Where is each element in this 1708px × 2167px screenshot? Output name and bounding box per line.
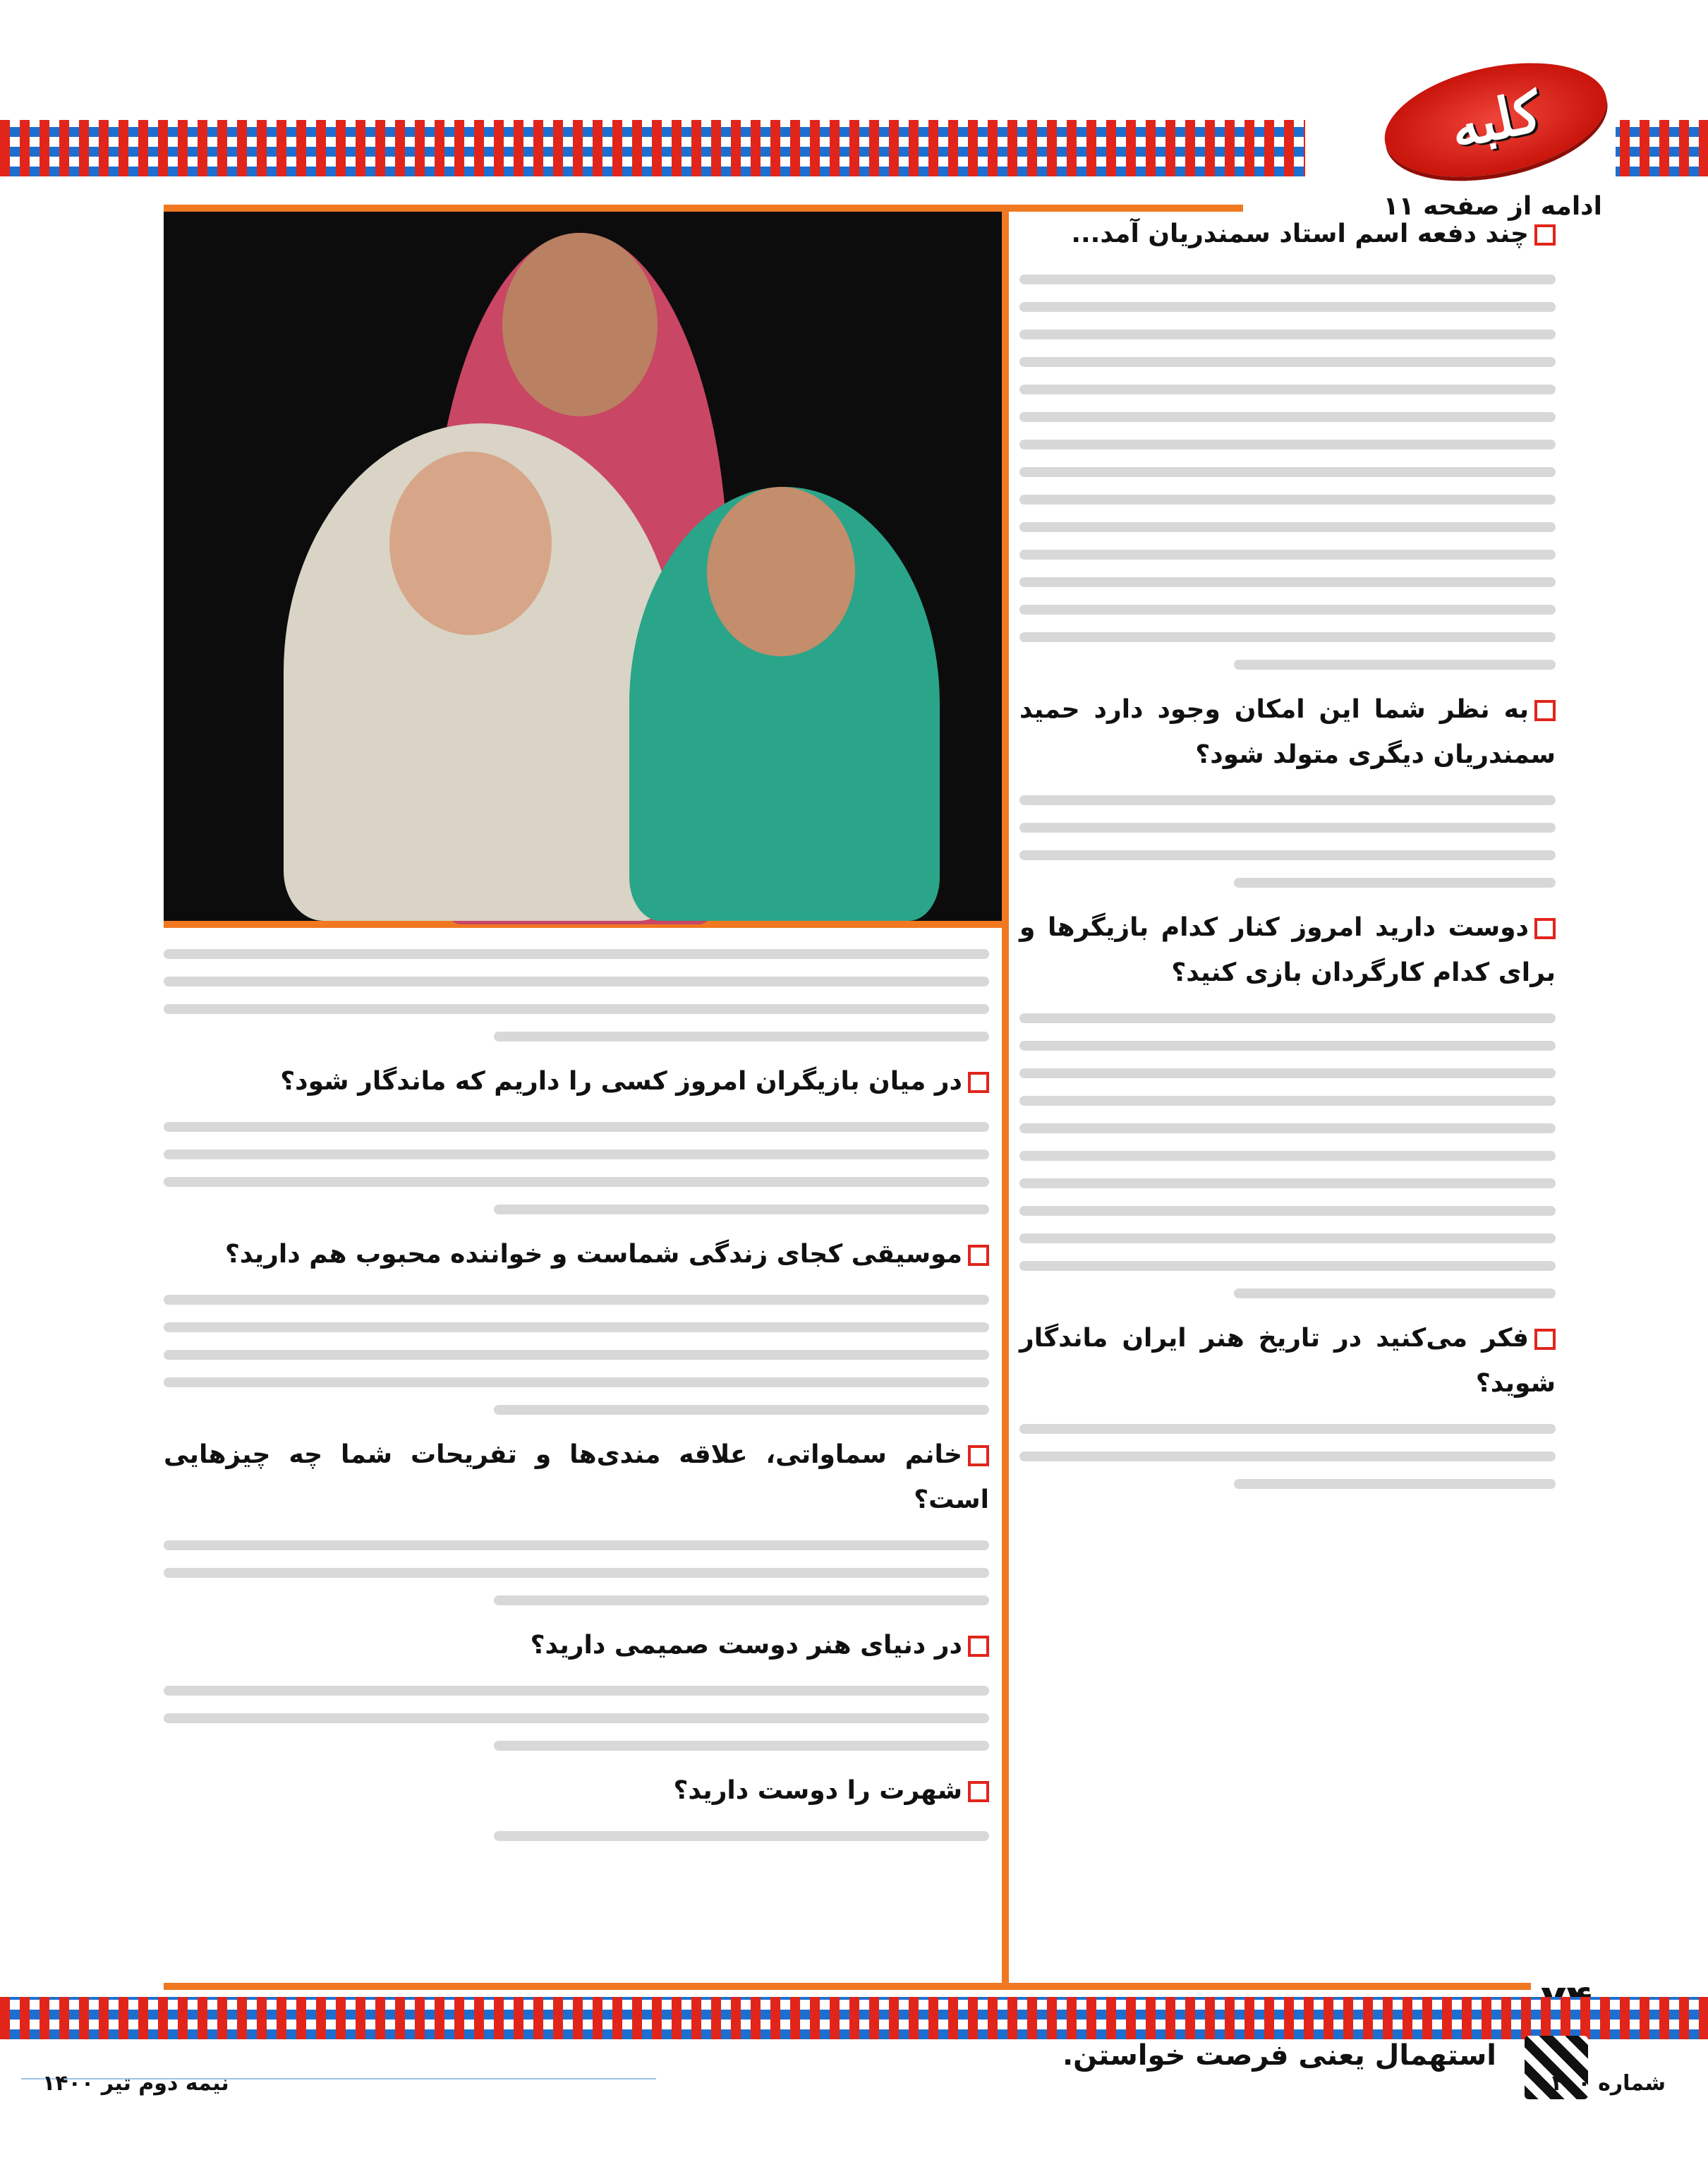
answer-placeholder-line (1019, 1178, 1556, 1188)
answer-placeholder-line (494, 1831, 989, 1841)
answer-placeholder-line (1019, 302, 1556, 312)
answer-placeholder-line (1019, 495, 1556, 505)
answer-placeholder-line (164, 1122, 989, 1132)
right-text-column (1019, 212, 1556, 1507)
issue-date: نیمه دوم تیر ۱۴۰۰ (42, 2071, 229, 2096)
answer-placeholder-line (1019, 467, 1556, 477)
answer-placeholder-line (1019, 357, 1556, 367)
answer-placeholder-line (1019, 1041, 1556, 1051)
question-heading: در میان بازیگران امروز کسی را داریم که ماندگار شود؟ (164, 1059, 989, 1104)
answer-placeholder-line (164, 1686, 989, 1696)
answer-placeholder-line (1234, 660, 1556, 670)
answer-placeholder-line (164, 977, 989, 986)
photo-figure-woman (284, 423, 679, 921)
answer-placeholder-line (164, 1377, 989, 1387)
answer-placeholder-line (494, 1741, 989, 1751)
question-heading: خانم سماواتی، علاقه مندی‌ها و تفریحات شما چه چیزهایی است؟ (164, 1432, 989, 1523)
answer-placeholder-line (1019, 1261, 1556, 1271)
answer-placeholder-line (1019, 823, 1556, 833)
answer-placeholder-line (164, 1322, 989, 1332)
answer-placeholder-line (1019, 1123, 1556, 1133)
bottom-rule (164, 1983, 1568, 1990)
answer-placeholder-line (1019, 440, 1556, 449)
answer-placeholder-line (1019, 632, 1556, 642)
answer-placeholder-line (164, 1350, 989, 1360)
question-heading: چند دفعه اسم استاد سمندریان آمد... (1019, 212, 1556, 257)
answer-placeholder-line (1019, 522, 1556, 532)
top-rule (164, 205, 1243, 212)
answer-placeholder-line (1019, 1233, 1556, 1243)
question-heading: شهرت را دوست دارید؟ (164, 1768, 989, 1813)
answer-placeholder-line (1019, 550, 1556, 560)
answer-placeholder-line (164, 1713, 989, 1723)
answer-placeholder-line (1234, 1288, 1556, 1298)
footer-slogan: استهمال یعنی فرصت خواستن. (1062, 2039, 1496, 2072)
answer-placeholder-line (1019, 795, 1556, 805)
answer-placeholder-line (1019, 1206, 1556, 1216)
answer-placeholder-line (1019, 412, 1556, 422)
answer-placeholder-line (1019, 274, 1556, 284)
answer-placeholder-line (1019, 1424, 1556, 1434)
answer-placeholder-line (1019, 330, 1556, 339)
answer-placeholder-line (494, 1595, 989, 1605)
answer-placeholder-line (1019, 385, 1556, 394)
column-divider (1002, 212, 1009, 1983)
question-heading: به نظر شما این امکان وجود دارد حمید سمندریان دیگری متولد شود؟ (1019, 687, 1556, 778)
answer-placeholder-line (1019, 1068, 1556, 1078)
answer-placeholder-line (1019, 1013, 1556, 1023)
question-heading: در دنیای هنر دوست صمیمی دارید؟ (164, 1623, 989, 1668)
answer-placeholder-line (1019, 1096, 1556, 1106)
answer-placeholder-line (164, 1004, 989, 1014)
answer-placeholder-line (494, 1405, 989, 1415)
answer-placeholder-line (164, 1568, 989, 1578)
footer-pattern-band (0, 1997, 1708, 2039)
answer-placeholder-line (1019, 605, 1556, 615)
family-photo (164, 212, 1002, 928)
answer-placeholder-line (164, 1295, 989, 1305)
answer-placeholder-line (164, 949, 989, 959)
answer-placeholder-line (1019, 1151, 1556, 1161)
answer-placeholder-line (1019, 1451, 1556, 1461)
issue-number: شماره ۴۰۰ (1551, 2071, 1666, 2096)
answer-placeholder-line (1019, 577, 1556, 587)
logo-text: کلبه (1444, 79, 1547, 161)
continued-from-label: ادامه از صفحه ۱۱ (1383, 192, 1602, 221)
left-text-column (164, 931, 989, 1859)
answer-placeholder-line (494, 1032, 989, 1042)
answer-placeholder-line (164, 1149, 989, 1159)
question-heading: فکر می‌کنید در تاریخ هنر ایران ماندگار شوید؟ (1019, 1316, 1556, 1406)
answer-placeholder-line (164, 1177, 989, 1187)
answer-placeholder-line (494, 1205, 989, 1214)
answer-placeholder-line (1234, 878, 1556, 888)
question-heading: موسیقی کجای زندگی شماست و خواننده محبوب هم دارید؟ (164, 1232, 989, 1277)
photo-figure-boy (629, 487, 940, 921)
answer-placeholder-line (164, 1540, 989, 1550)
question-heading: دوست دارید امروز کنار کدام بازیگرها و برای کدام کارگردان بازی کنید؟ (1019, 905, 1556, 996)
answer-placeholder-line (1019, 850, 1556, 860)
answer-placeholder-line (1234, 1479, 1556, 1489)
